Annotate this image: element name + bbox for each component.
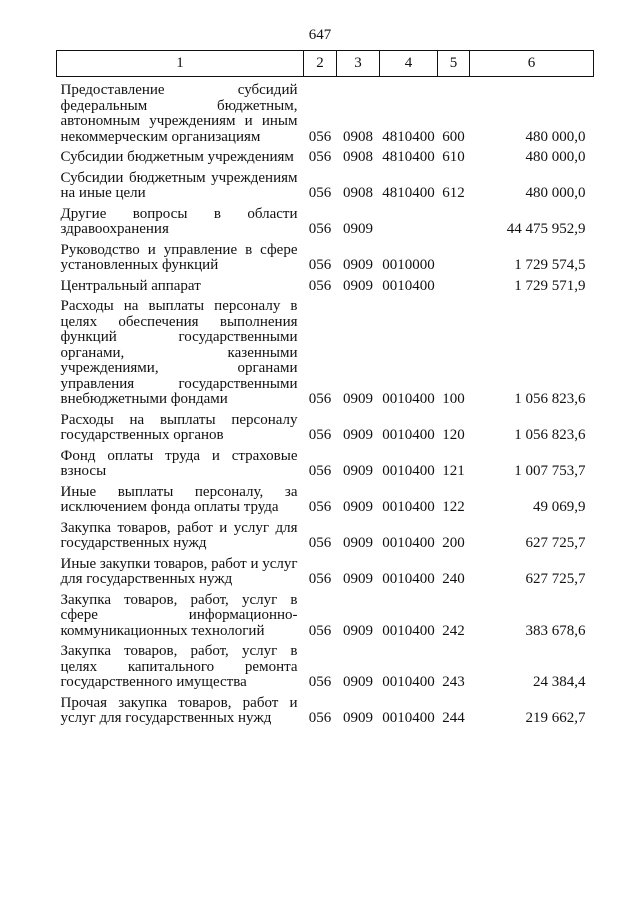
ministry-code: 056 xyxy=(308,391,332,407)
amount: 49 069,9 xyxy=(533,499,586,515)
row-name-line: Другие вопросы в области xyxy=(60,205,298,222)
row-name xyxy=(57,150,304,166)
table-row xyxy=(57,644,594,691)
row-name-line: Иные выплаты персоналу, за xyxy=(60,483,298,500)
amount: 1 056 823,6 xyxy=(514,427,586,443)
amount: 219 662,7 xyxy=(525,710,586,726)
row-name xyxy=(57,299,304,408)
section-code: 0909 xyxy=(343,535,373,551)
row-name-line: сфере информационно- xyxy=(60,607,298,623)
row-name-line: на иные цели xyxy=(60,185,146,201)
row-name xyxy=(57,696,304,727)
column-header-amount: 6 xyxy=(470,51,594,77)
section-code: 0909 xyxy=(343,463,373,479)
amount: 480 000,0 xyxy=(525,149,586,165)
row-name-line: государственных органов xyxy=(60,427,224,443)
expense-type-code: 121 xyxy=(442,463,465,479)
row-name-line: Субсидии бюджетным учреждениям xyxy=(60,149,294,165)
expense-type-code: 240 xyxy=(442,571,465,587)
section-code: 0909 xyxy=(343,674,373,690)
section-code: 0909 xyxy=(343,257,373,273)
amount: 1 007 753,7 xyxy=(514,463,586,479)
ministry-code: 056 xyxy=(308,571,332,587)
table-row xyxy=(57,83,594,145)
row-name xyxy=(57,485,304,516)
row-name-line: установленных функций xyxy=(60,257,219,273)
row-name-line: функций государственными xyxy=(60,329,298,345)
amount: 627 725,7 xyxy=(525,571,586,587)
table-row xyxy=(57,593,594,640)
row-name-line: Прочая закупка товаров, работ и xyxy=(60,694,298,711)
row-name-line: Центральный аппарат xyxy=(60,277,201,294)
row-name-line: Иные закупки товаров, работ и услуг xyxy=(60,555,298,572)
target-article-code: 4810400 xyxy=(382,149,435,165)
row-name-line: Закупка товаров, работ и услуг для xyxy=(60,519,298,536)
row-name-line: Субсидии бюджетным учреждениям xyxy=(60,169,298,186)
expense-type-code: 120 xyxy=(442,427,465,443)
row-name-line: Расходы на выплаты персоналу в xyxy=(60,298,298,314)
expense-type-code: 243 xyxy=(442,674,465,690)
ministry-code: 056 xyxy=(308,622,332,639)
expense-type-code: 122 xyxy=(442,499,465,515)
expense-type-code xyxy=(438,207,470,238)
amount: 24 384,4 xyxy=(533,674,586,690)
row-name-line: Расходы на выплаты персоналу xyxy=(60,411,298,428)
section-code: 0909 xyxy=(343,710,373,726)
target-article-code: 0010400 xyxy=(382,710,435,726)
table-row xyxy=(57,207,594,238)
expense-type-code: 242 xyxy=(442,622,465,639)
expense-type-code: 100 xyxy=(442,391,465,407)
row-name xyxy=(57,171,304,202)
ministry-code: 056 xyxy=(308,710,332,726)
budget-table xyxy=(56,50,594,727)
table-row xyxy=(57,150,594,166)
target-article-code: 0010400 xyxy=(382,674,435,690)
ministry-code: 056 xyxy=(308,535,332,551)
section-code: 0909 xyxy=(343,622,373,639)
target-article-code: 0010000 xyxy=(382,257,435,273)
row-name-line: федеральным бюджетным, xyxy=(60,97,298,114)
row-name xyxy=(57,279,304,295)
table-row xyxy=(57,413,594,444)
target-article-code: 0010400 xyxy=(382,391,435,407)
row-name-line: коммуникационных технологий xyxy=(60,622,265,639)
row-name xyxy=(57,557,304,588)
section-code: 0909 xyxy=(343,277,373,294)
expense-type-code xyxy=(438,279,470,295)
row-name xyxy=(57,644,304,691)
row-name xyxy=(57,521,304,552)
section-code: 0909 xyxy=(343,427,373,443)
amount: 1 729 571,9 xyxy=(514,277,586,294)
target-article-code: 0010400 xyxy=(382,535,435,551)
row-name xyxy=(57,413,304,444)
table-row xyxy=(57,557,594,588)
expense-type-code: 600 xyxy=(442,128,465,145)
amount: 44 475 952,9 xyxy=(506,221,586,237)
ministry-code: 056 xyxy=(308,463,332,479)
expense-type-code: 244 xyxy=(442,710,465,726)
expense-type-code: 610 xyxy=(442,149,465,165)
table-row xyxy=(57,449,594,480)
target-article-code: 0010400 xyxy=(382,277,435,294)
row-name-line: Закупка товаров, работ, услуг в xyxy=(60,643,298,659)
table-row xyxy=(57,243,594,274)
ministry-code: 056 xyxy=(308,185,332,201)
row-name-line: управления государственными xyxy=(60,375,298,392)
target-article-code: 0010400 xyxy=(382,427,435,443)
target-article-code xyxy=(380,207,438,238)
row-name xyxy=(57,243,304,274)
row-name-line: внебюджетными фондами xyxy=(60,391,228,407)
row-name-line: государственного имущества xyxy=(60,674,247,690)
row-name-line: целях обеспечения выполнения xyxy=(60,313,298,330)
row-name-line: учреждениями, органами xyxy=(60,360,298,376)
row-name-line: автономным учреждениям и иным xyxy=(60,113,298,129)
target-article-code: 4810400 xyxy=(382,128,435,145)
row-name-line: целях капитального ремонта xyxy=(60,658,298,675)
row-name-line: Закупка товаров, работ, услуг в xyxy=(60,591,298,608)
row-name-line: здравоохранения xyxy=(60,221,169,237)
table-row xyxy=(57,485,594,516)
row-name-line: органами, казенными xyxy=(60,344,298,361)
section-code: 0908 xyxy=(343,185,373,201)
section-code: 0909 xyxy=(343,221,373,237)
expense-type-code xyxy=(438,243,470,274)
target-article-code: 0010400 xyxy=(382,463,435,479)
ministry-code: 056 xyxy=(308,149,332,165)
amount: 480 000,0 xyxy=(525,128,586,145)
row-name-line: Руководство и управление в сфере xyxy=(60,241,298,258)
header-row xyxy=(57,51,594,77)
section-code: 0909 xyxy=(343,499,373,515)
ministry-code: 056 xyxy=(308,674,332,690)
amount: 1 729 574,5 xyxy=(514,257,586,273)
column-header-name: 1 xyxy=(57,51,304,77)
column-header-target-article: 4 xyxy=(380,51,438,77)
target-article-code: 4810400 xyxy=(382,185,435,201)
section-code: 0909 xyxy=(343,571,373,587)
row-name-line: государственных нужд xyxy=(60,535,207,551)
amount: 480 000,0 xyxy=(525,185,586,201)
row-name-line: взносы xyxy=(60,463,107,479)
row-name xyxy=(57,449,304,480)
section-code: 0909 xyxy=(343,391,373,407)
table-row xyxy=(57,279,594,295)
row-name-line: некоммерческим организациям xyxy=(60,128,261,145)
target-article-code: 0010400 xyxy=(382,571,435,587)
ministry-code: 056 xyxy=(308,499,332,515)
column-header-section: 3 xyxy=(337,51,380,77)
ministry-code: 056 xyxy=(308,427,332,443)
target-article-code: 0010400 xyxy=(382,622,435,639)
table-row xyxy=(57,521,594,552)
ministry-code: 056 xyxy=(308,128,332,145)
page-number: 647 xyxy=(308,27,332,43)
row-name xyxy=(57,207,304,238)
row-name xyxy=(57,593,304,640)
row-name-line: услуг для государственных нужд xyxy=(60,710,272,726)
target-article-code: 0010400 xyxy=(382,499,435,515)
amount: 627 725,7 xyxy=(525,535,586,551)
amount: 383 678,6 xyxy=(525,622,586,639)
table-row xyxy=(57,299,594,408)
column-header-expense-type: 5 xyxy=(438,51,470,77)
row-name-line: Фонд оплаты труда и страховые xyxy=(60,447,298,464)
ministry-code: 056 xyxy=(308,257,332,273)
section-code: 0908 xyxy=(343,128,373,145)
expense-type-code: 612 xyxy=(442,185,465,201)
row-name-line: для государственных нужд xyxy=(60,571,233,587)
ministry-code: 056 xyxy=(308,277,332,294)
row-name xyxy=(57,83,304,145)
amount: 1 056 823,6 xyxy=(514,391,586,407)
expense-type-code: 200 xyxy=(442,535,465,551)
ministry-code: 056 xyxy=(308,221,332,237)
row-name-line: Предоставление субсидий xyxy=(60,82,298,98)
row-name-line: исключением фонда оплаты труда xyxy=(60,499,279,515)
table-row xyxy=(57,171,594,202)
section-code: 0908 xyxy=(343,149,373,165)
table-row xyxy=(57,696,594,727)
column-header-ministry: 2 xyxy=(304,51,337,77)
